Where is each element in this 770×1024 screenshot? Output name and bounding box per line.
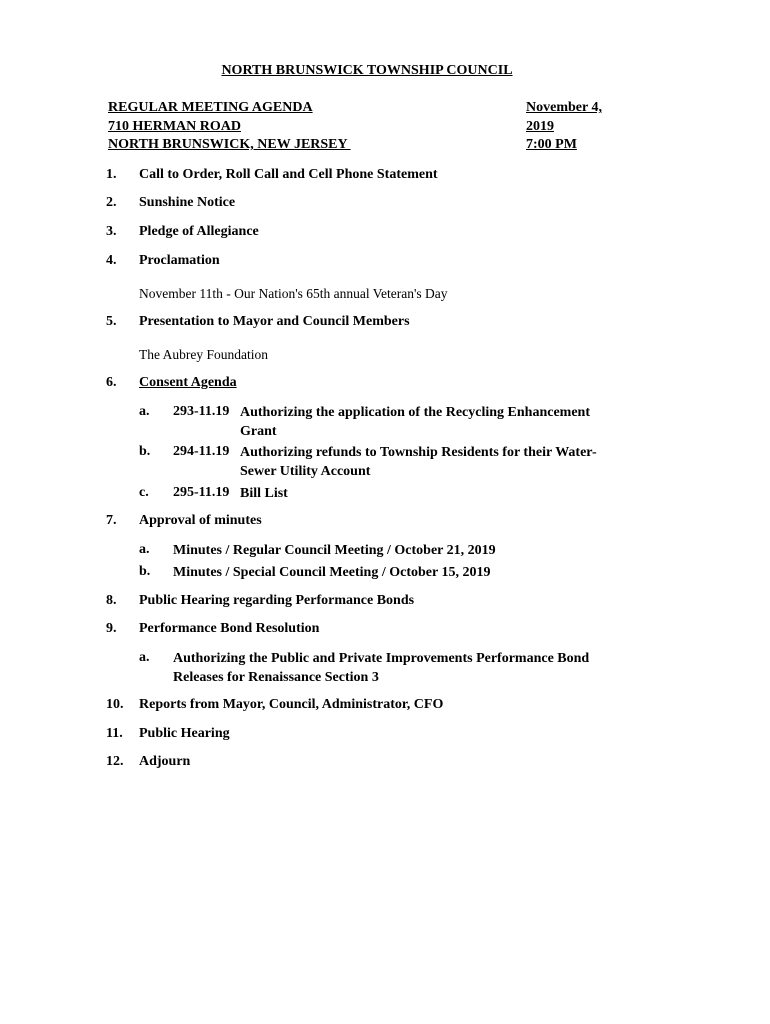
item-title: Approval of minutes — [139, 513, 262, 528]
resolution-number: 295-11.19 — [173, 485, 230, 500]
item-title: Consent Agenda — [139, 375, 237, 390]
item-note: November 11th - Our Nation's 65th annual Veteran's Day — [139, 286, 448, 301]
meeting-date-line2: 2019 — [526, 118, 554, 134]
subitem-letter: a. — [139, 404, 150, 419]
item-number: 5. — [106, 314, 117, 329]
meeting-type: REGULAR MEETING AGENDA — [108, 100, 313, 115]
item-number: 8. — [106, 593, 117, 608]
meeting-address: 710 HERMAN ROAD — [108, 118, 241, 134]
meeting-info — [108, 99, 351, 155]
resolution-title: Bill List — [240, 486, 288, 501]
subitem-letter: b. — [139, 564, 151, 579]
subitem-letter: a. — [139, 542, 150, 557]
subitem-letter: b. — [139, 444, 151, 459]
item-title: Sunshine Notice — [139, 195, 236, 210]
item-title: Reports from Mayor, Council, Administrator, CFO — [139, 697, 444, 712]
item-number: 12. — [106, 754, 124, 769]
item-number: 4. — [106, 253, 117, 268]
item-number: 9. — [106, 621, 117, 636]
resolution-title: Authorizing the application of the Recycling Enhancement Grant — [240, 405, 590, 439]
item-title: Public Hearing regarding Performance Bonds — [139, 593, 415, 608]
item-title: Call to Order, Roll Call and Cell Phone Statement — [139, 167, 438, 182]
item-number: 1. — [106, 167, 117, 182]
meeting-datetime — [526, 99, 602, 155]
item-number: 7. — [106, 513, 117, 528]
item-number: 11. — [106, 726, 123, 741]
subitem-letter: c. — [139, 485, 149, 500]
meeting-date-line1: November 4, — [526, 100, 602, 115]
subitem-text: Minutes / Regular Council Meeting / October 21, 2019 — [173, 543, 496, 558]
item-number: 10. — [106, 697, 124, 712]
item-title: Adjourn — [139, 754, 191, 769]
resolution-title: Authorizing refunds to Township Residents for their Water-Sewer Utility Account — [240, 445, 597, 479]
meeting-city: NORTH BRUNSWICK, NEW JERSEY — [108, 137, 351, 152]
page-title: NORTH BRUNSWICK TOWNSHIP COUNCIL — [221, 63, 513, 78]
item-title: Pledge of Allegiance — [139, 224, 259, 239]
item-title: Proclamation — [139, 253, 220, 268]
subitem-text: Authorizing the Public and Private Improvements Performance Bond Releases for Renaissance Section 3 — [173, 651, 590, 685]
item-title: Public Hearing — [139, 726, 230, 741]
item-title: Performance Bond Resolution — [139, 621, 320, 636]
item-number: 3. — [106, 224, 117, 239]
resolution-number: 294-11.19 — [173, 444, 230, 459]
item-number: 2. — [106, 195, 117, 210]
resolution-number: 293-11.19 — [173, 404, 230, 419]
item-number: 6. — [106, 375, 117, 390]
subitem-letter: a. — [139, 650, 150, 665]
item-title: Presentation to Mayor and Council Members — [139, 314, 410, 329]
subitem-text: Minutes / Special Council Meeting / October 15, 2019 — [173, 565, 491, 580]
item-note: The Aubrey Foundation — [139, 347, 268, 362]
meeting-time: 7:00 PM — [526, 137, 577, 152]
